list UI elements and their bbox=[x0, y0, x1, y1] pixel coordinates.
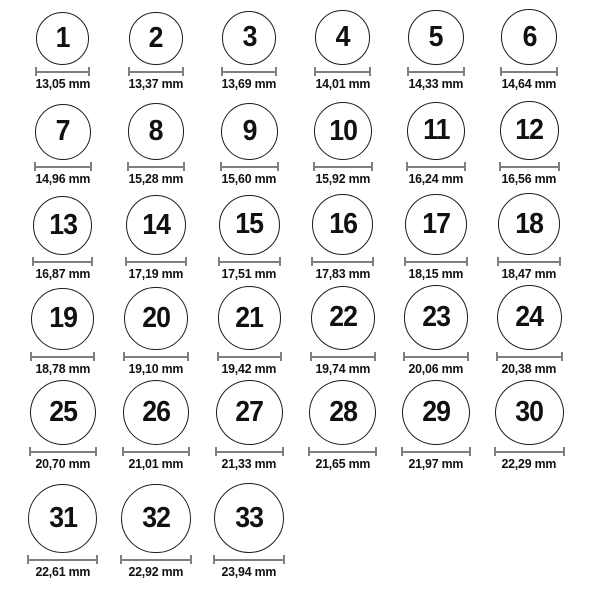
ring-size-number: 33 bbox=[235, 501, 264, 534]
diameter-label: 19,42 mm bbox=[221, 361, 277, 376]
ring-size-item bbox=[483, 285, 576, 380]
diameter-measure-line bbox=[404, 257, 468, 266]
measure-bar-icon bbox=[496, 451, 562, 453]
ring-circle bbox=[404, 285, 469, 350]
diameter-label: 21,01 mm bbox=[128, 456, 184, 471]
diameter-label: 15,60 mm bbox=[221, 171, 277, 186]
measure-tick-right-icon bbox=[88, 67, 90, 76]
diameter-measure-line bbox=[213, 555, 285, 564]
ring-size-item bbox=[16, 95, 109, 190]
ring-circle bbox=[28, 484, 97, 553]
ring-circle bbox=[314, 102, 372, 160]
measure-bar-icon bbox=[36, 166, 90, 168]
diameter-measure-line bbox=[499, 162, 560, 171]
measure-tick-right-icon bbox=[185, 257, 187, 266]
ring-circle bbox=[126, 195, 186, 255]
diameter-label: 19,10 mm bbox=[128, 361, 184, 376]
ring-circle bbox=[221, 103, 278, 160]
measure-bar-icon bbox=[312, 356, 374, 358]
ring-circle bbox=[501, 9, 557, 65]
measure-bar-icon bbox=[316, 71, 369, 73]
ring-size-number: 16 bbox=[328, 208, 357, 240]
ring-circle bbox=[402, 380, 470, 445]
measure-tick-right-icon bbox=[561, 352, 563, 361]
diameter-measure-line bbox=[401, 447, 471, 456]
diameter-measure-line bbox=[496, 352, 563, 361]
diameter-measure-line bbox=[32, 257, 93, 266]
ring-size-number: 5 bbox=[429, 20, 443, 53]
ring-circle bbox=[128, 103, 185, 160]
measure-tick-right-icon bbox=[371, 162, 373, 171]
measure-bar-icon bbox=[406, 261, 466, 263]
diameter-label: 20,70 mm bbox=[35, 456, 91, 471]
diameter-label: 16,24 mm bbox=[408, 171, 464, 186]
ring-size-item bbox=[389, 0, 482, 95]
diameter-label: 19,74 mm bbox=[315, 361, 371, 376]
diameter-label: 21,33 mm bbox=[221, 456, 277, 471]
diameter-measure-line bbox=[311, 257, 374, 266]
diameter-label: 18,78 mm bbox=[35, 361, 91, 376]
ring-circle bbox=[129, 12, 183, 66]
diameter-label: 14,64 mm bbox=[501, 76, 557, 91]
measure-tick-right-icon bbox=[463, 67, 465, 76]
ring-size-item bbox=[109, 475, 202, 600]
diameter-measure-line bbox=[403, 352, 470, 361]
diameter-measure-line bbox=[407, 67, 464, 76]
measure-tick-right-icon bbox=[183, 162, 185, 171]
diameter-label: 13,69 mm bbox=[221, 76, 277, 91]
ring-size-item bbox=[483, 95, 576, 190]
measure-tick-right-icon bbox=[182, 67, 184, 76]
diameter-measure-line bbox=[497, 257, 561, 266]
ring-circle bbox=[216, 380, 283, 445]
ring-size-item bbox=[483, 190, 576, 285]
measure-bar-icon bbox=[124, 451, 188, 453]
ring-size-number: 21 bbox=[235, 301, 264, 334]
measure-bar-icon bbox=[499, 261, 559, 263]
measure-bar-icon bbox=[125, 356, 186, 358]
diameter-measure-line bbox=[27, 555, 98, 564]
diameter-measure-line bbox=[123, 352, 188, 361]
ring-circle bbox=[407, 102, 465, 160]
ring-circle bbox=[222, 11, 276, 65]
ring-circle bbox=[121, 484, 190, 553]
measure-tick-right-icon bbox=[188, 447, 190, 456]
ring-circle bbox=[405, 194, 467, 256]
measure-bar-icon bbox=[31, 451, 95, 453]
diameter-measure-line bbox=[215, 447, 284, 456]
ring-size-number: 23 bbox=[422, 301, 450, 334]
ring-circle bbox=[218, 286, 282, 350]
diameter-label: 21,97 mm bbox=[408, 456, 464, 471]
measure-bar-icon bbox=[130, 71, 182, 73]
measure-tick-right-icon bbox=[559, 257, 561, 266]
ring-size-number: 1 bbox=[55, 22, 70, 54]
measure-bar-icon bbox=[501, 166, 558, 168]
ring-size-item bbox=[203, 380, 296, 475]
diameter-measure-line bbox=[122, 447, 190, 456]
ring-circle bbox=[309, 380, 376, 445]
ring-size-item bbox=[296, 95, 389, 190]
measure-bar-icon bbox=[313, 261, 372, 263]
measure-bar-icon bbox=[129, 166, 184, 168]
measure-bar-icon bbox=[220, 261, 278, 263]
ring-size-number: 4 bbox=[335, 21, 350, 54]
diameter-label: 17,83 mm bbox=[315, 266, 371, 281]
measure-bar-icon bbox=[405, 356, 468, 358]
ring-size-number: 29 bbox=[422, 396, 450, 428]
diameter-label: 17,19 mm bbox=[128, 266, 184, 281]
diameter-label: 14,96 mm bbox=[35, 171, 91, 186]
ring-circle bbox=[33, 196, 92, 255]
diameter-label: 18,47 mm bbox=[501, 266, 557, 281]
measure-bar-icon bbox=[408, 166, 464, 168]
ring-size-item bbox=[203, 285, 296, 380]
ring-size-number: 10 bbox=[328, 114, 357, 147]
ring-size-item bbox=[203, 475, 296, 600]
diameter-measure-line bbox=[218, 257, 280, 266]
diameter-label: 22,92 mm bbox=[128, 564, 184, 579]
diameter-measure-line bbox=[314, 67, 371, 76]
measure-bar-icon bbox=[29, 559, 96, 561]
ring-size-number: 12 bbox=[515, 114, 544, 147]
ring-size-item bbox=[483, 0, 576, 95]
ring-circle bbox=[30, 380, 96, 445]
ring-size-number: 13 bbox=[48, 208, 77, 241]
diameter-measure-line bbox=[310, 352, 376, 361]
diameter-measure-line bbox=[494, 447, 564, 456]
measure-bar-icon bbox=[403, 451, 469, 453]
measure-tick-right-icon bbox=[374, 352, 376, 361]
ring-size-number: 32 bbox=[142, 501, 170, 534]
ring-size-item bbox=[109, 285, 202, 380]
ring-size-number: 27 bbox=[235, 396, 264, 428]
ring-size-item bbox=[109, 380, 202, 475]
ring-circle bbox=[497, 285, 562, 350]
measure-bar-icon bbox=[37, 71, 88, 73]
measure-bar-icon bbox=[502, 71, 556, 73]
ring-circle bbox=[35, 104, 91, 160]
ring-circle bbox=[312, 194, 373, 255]
ring-size-number: 30 bbox=[515, 396, 544, 428]
measure-bar-icon bbox=[127, 261, 185, 263]
ring-circle bbox=[219, 195, 279, 255]
ring-size-number: 24 bbox=[515, 301, 544, 333]
diameter-measure-line bbox=[313, 162, 373, 171]
measure-tick-right-icon bbox=[91, 257, 93, 266]
measure-tick-right-icon bbox=[372, 257, 374, 266]
measure-tick-right-icon bbox=[369, 67, 371, 76]
diameter-label: 20,38 mm bbox=[501, 361, 557, 376]
measure-bar-icon bbox=[222, 166, 277, 168]
ring-size-item bbox=[16, 190, 109, 285]
diameter-measure-line bbox=[500, 67, 558, 76]
ring-size-item bbox=[16, 285, 109, 380]
measure-tick-right-icon bbox=[279, 257, 281, 266]
ring-circle bbox=[31, 288, 94, 351]
diameter-measure-line bbox=[125, 257, 187, 266]
diameter-label: 18,15 mm bbox=[408, 266, 464, 281]
measure-bar-icon bbox=[498, 356, 561, 358]
diameter-label: 16,87 mm bbox=[35, 266, 91, 281]
diameter-measure-line bbox=[35, 67, 90, 76]
ring-size-number: 22 bbox=[328, 301, 357, 334]
ring-circle bbox=[500, 101, 559, 160]
diameter-measure-line bbox=[128, 67, 184, 76]
ring-circle bbox=[311, 286, 375, 350]
ring-size-item bbox=[296, 190, 389, 285]
measure-bar-icon bbox=[409, 71, 462, 73]
ring-circle bbox=[498, 193, 560, 255]
ring-size-item bbox=[109, 95, 202, 190]
measure-tick-right-icon bbox=[466, 257, 468, 266]
diameter-label: 22,61 mm bbox=[35, 564, 91, 579]
diameter-label: 15,28 mm bbox=[128, 171, 184, 186]
diameter-label: 14,01 mm bbox=[315, 76, 371, 91]
measure-tick-right-icon bbox=[275, 67, 277, 76]
ring-size-number: 11 bbox=[422, 114, 450, 147]
ring-size-number: 17 bbox=[422, 207, 450, 240]
measure-bar-icon bbox=[217, 451, 282, 453]
measure-tick-right-icon bbox=[469, 447, 471, 456]
measure-bar-icon bbox=[315, 166, 371, 168]
ring-size-number: 18 bbox=[515, 207, 544, 240]
measure-tick-right-icon bbox=[556, 67, 558, 76]
diameter-label: 22,29 mm bbox=[501, 456, 557, 471]
diameter-label: 21,65 mm bbox=[315, 456, 371, 471]
measure-tick-right-icon bbox=[95, 447, 97, 456]
ring-size-number: 20 bbox=[142, 301, 170, 334]
ring-circle bbox=[315, 10, 370, 65]
diameter-label: 17,51 mm bbox=[221, 266, 277, 281]
measure-tick-right-icon bbox=[375, 447, 377, 456]
diameter-measure-line bbox=[221, 67, 277, 76]
measure-tick-right-icon bbox=[283, 555, 285, 564]
ring-size-item bbox=[203, 0, 296, 95]
measure-bar-icon bbox=[215, 559, 283, 561]
ring-circle bbox=[123, 380, 189, 445]
ring-size-number: 26 bbox=[142, 396, 170, 428]
ring-circle bbox=[36, 12, 89, 65]
measure-tick-right-icon bbox=[558, 162, 560, 171]
diameter-measure-line bbox=[34, 162, 92, 171]
ring-size-item bbox=[109, 190, 202, 285]
ring-size-number: 7 bbox=[55, 115, 70, 148]
diameter-measure-line bbox=[120, 555, 191, 564]
ring-size-item bbox=[296, 380, 389, 475]
diameter-measure-line bbox=[30, 352, 95, 361]
measure-tick-right-icon bbox=[187, 352, 189, 361]
measure-bar-icon bbox=[223, 71, 275, 73]
measure-tick-right-icon bbox=[280, 352, 282, 361]
diameter-measure-line bbox=[217, 352, 283, 361]
ring-size-number: 19 bbox=[48, 302, 77, 335]
ring-size-number: 15 bbox=[235, 208, 264, 241]
diameter-label: 14,33 mm bbox=[408, 76, 464, 91]
ring-size-number: 28 bbox=[328, 396, 357, 428]
ring-circle bbox=[408, 10, 463, 65]
diameter-measure-line bbox=[220, 162, 279, 171]
measure-bar-icon bbox=[34, 261, 91, 263]
measure-bar-icon bbox=[32, 356, 93, 358]
ring-size-item bbox=[389, 380, 482, 475]
measure-tick-right-icon bbox=[90, 162, 92, 171]
measure-tick-right-icon bbox=[190, 555, 192, 564]
ring-size-item bbox=[389, 95, 482, 190]
diameter-measure-line bbox=[127, 162, 186, 171]
ring-circle bbox=[124, 287, 187, 350]
ring-circle bbox=[214, 483, 284, 553]
ring-size-item bbox=[16, 380, 109, 475]
ring-size-number: 14 bbox=[142, 208, 170, 241]
ring-size-number: 2 bbox=[149, 21, 163, 54]
measure-bar-icon bbox=[122, 559, 189, 561]
ring-size-item bbox=[483, 380, 576, 475]
ring-circle bbox=[495, 380, 563, 445]
diameter-measure-line bbox=[29, 447, 97, 456]
measure-tick-right-icon bbox=[96, 555, 98, 564]
ring-size-item bbox=[16, 0, 109, 95]
measure-tick-right-icon bbox=[563, 447, 565, 456]
ring-size-number: 6 bbox=[522, 20, 537, 53]
measure-tick-right-icon bbox=[464, 162, 466, 171]
ring-size-number: 31 bbox=[48, 502, 77, 535]
diameter-label: 15,92 mm bbox=[315, 171, 371, 186]
ring-size-item bbox=[203, 95, 296, 190]
measure-tick-right-icon bbox=[93, 352, 95, 361]
ring-size-item bbox=[16, 475, 109, 600]
diameter-measure-line bbox=[406, 162, 466, 171]
measure-bar-icon bbox=[310, 451, 375, 453]
diameter-label: 20,06 mm bbox=[408, 361, 464, 376]
measure-tick-right-icon bbox=[467, 352, 469, 361]
ring-size-number: 3 bbox=[242, 21, 257, 54]
diameter-label: 23,94 mm bbox=[221, 564, 277, 579]
ring-size-item bbox=[296, 285, 389, 380]
ring-size-number: 9 bbox=[242, 114, 257, 147]
measure-tick-right-icon bbox=[282, 447, 284, 456]
ring-size-item bbox=[203, 190, 296, 285]
ring-size-item bbox=[389, 285, 482, 380]
diameter-measure-line bbox=[308, 447, 377, 456]
diameter-label: 13,05 mm bbox=[35, 76, 91, 91]
diameter-label: 13,37 mm bbox=[128, 76, 184, 91]
ring-size-item bbox=[296, 0, 389, 95]
ring-size-item bbox=[389, 190, 482, 285]
ring-size-item bbox=[109, 0, 202, 95]
measure-bar-icon bbox=[219, 356, 281, 358]
ring-size-number: 25 bbox=[48, 396, 77, 428]
diameter-label: 16,56 mm bbox=[501, 171, 557, 186]
ring-size-number: 8 bbox=[149, 115, 163, 148]
measure-tick-right-icon bbox=[277, 162, 279, 171]
